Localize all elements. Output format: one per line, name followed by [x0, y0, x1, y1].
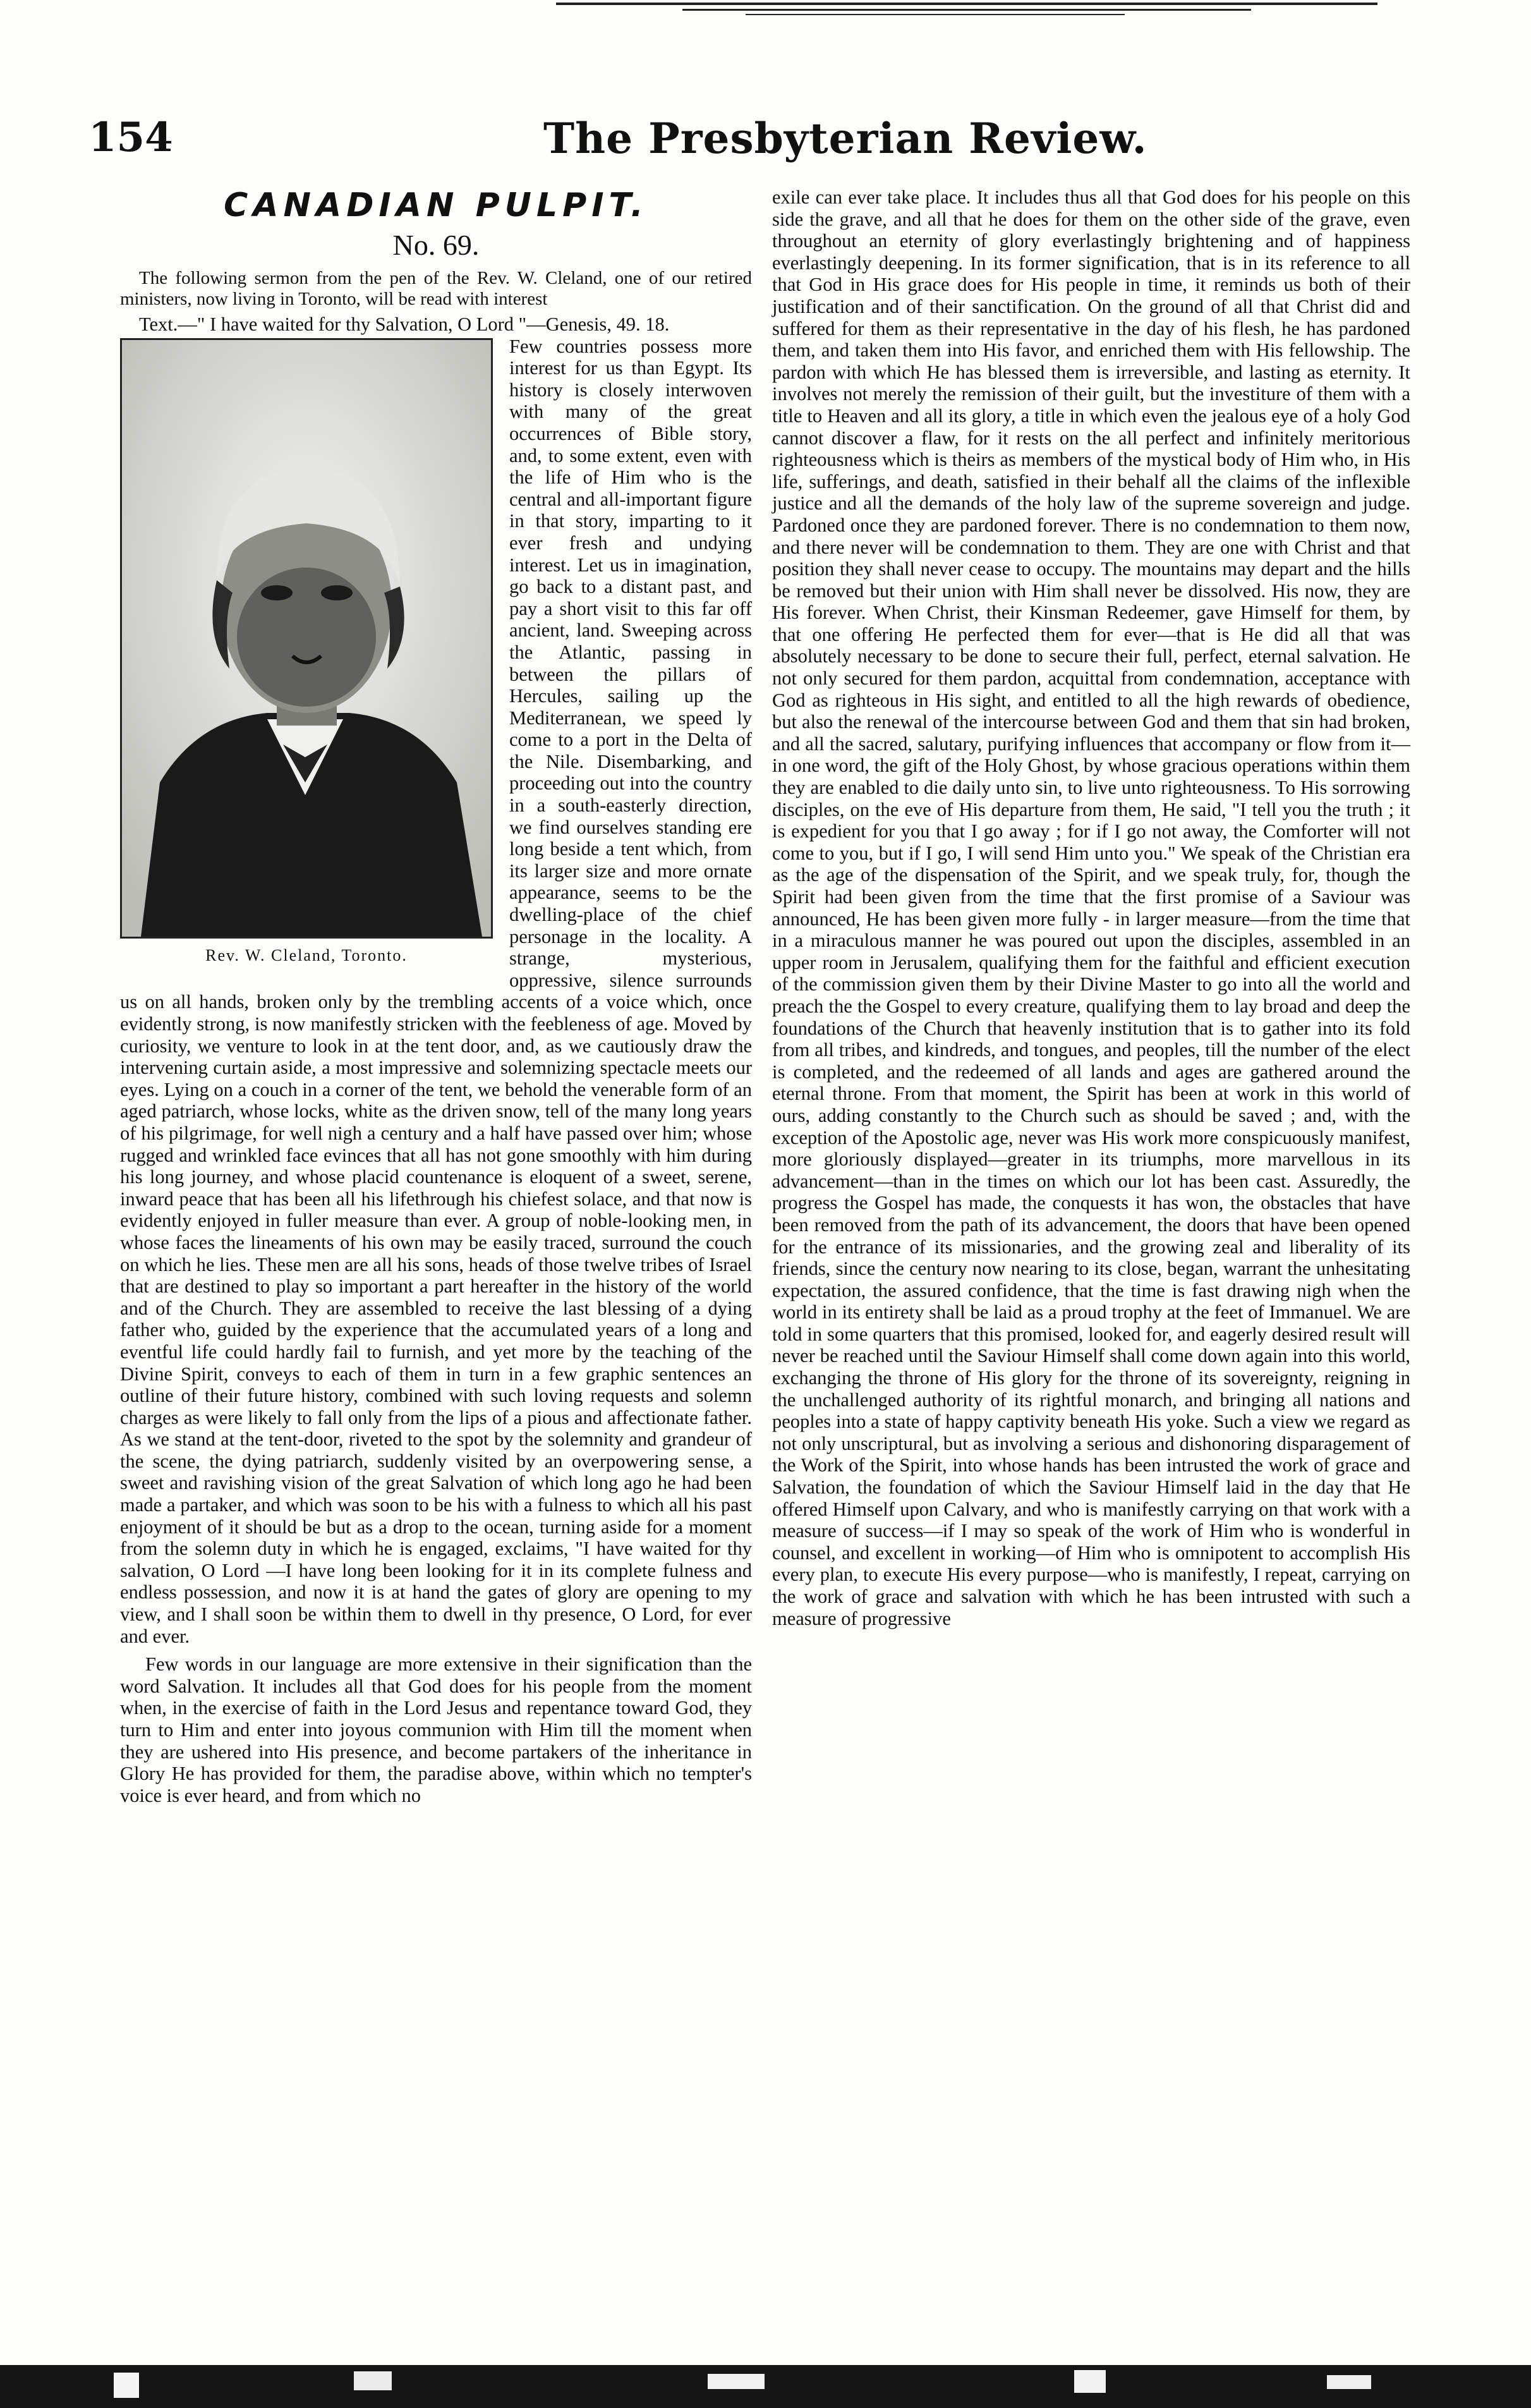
right-paragraph-1: exile can ever take place. It includes thus all that God does for his people on this side the grave, and all that he does for them on the other side of the grave, even throughout an eternity of glory everlastingly brightening and of happiness everlastingly deepening. In its former signification, that is in its reference to all that God in His grace does for His people in time, it reminds us both of their justification and of their sanctification. On the ground of all that Christ did and suffered for them as their representative in the day of his flesh, he has pardoned them, and taken them into His favor, and enriched them with His fellowship. The pardon with which He has blessed them is irreversible, and lasting as eternity. It involves not merely the remission of their guilt, but the investiture of them with a title to Heaven and all its glory, a title in which even the jealous eye of a holy God cannot discover a flaw, for it rests on the all perfect and infinitely meritorious righteousness which is theirs as members of the mystical body of Him who, in His life, sufferings, and death, satisfied in their behalf all the claims of the inflexible justice and all the demands of the holy law of the supreme sovereign and judge. Pardoned once they are pardoned forever. There is no condemnation to them now, and there never will be condemnation to them. They are one with Christ and that position they shall never cease to occupy. The mountains may depart and the hills be removed but their union with Him shall never be dissolved. His now, they are His forever. When Christ, their Kinsman Redeemer, gave Himself for them, by that one offering He perfected them for ever—that is He did all that was absolutely necessary to be done to secure their full, perfect, eternal salvation. He not only secured for them pardon, acquittal from condemnation, acceptance with God as righteous in His sight, and entitled to all the high rewards of obedience, but also the renewal of the intercourse between God and them that sin had broken, and all the sacred, salutary, purifying influences that accompany or flow from it—in one word, the gift of the Holy Ghost, by whose gracious operations within them they are enabled to die daily unto sin, to live unto righteousness. To His sorrowing disciples, on the eve of His departure from them, He said, "I tell you the truth ; it is expedient for you that I go away ; for if I go not away, the Comforter will not come to you, but if I go, I will send Him unto you." We speak of the Christian era as the age of the dispensation of the Spirit, and we speak truly, for, though the Spirit had been given from the time that the first promise of a Saviour was announced, He has been given more fully - in larger measure—from the time that in a miraculous manner he was poured out upon the disciples, assembled in an upper room in Jerusalem, qualifying them for the faithful and efficient execution of the commission given them by their Divine Master to go into all the world and preach the the Gospel to every creature, qualifying them to lay broad and deep the foundations of the Church that heavenly institution that is to gather into its fold from all tribes, and kindreds, and tongues, and peoples, till the number of the elect is completed, and the redeemed of all lands and ages are gathered around the eternal throne. From that moment, the Spirit has been at work in this world of ours, adding constantly to the Church such as should be saved ; and, with the exception of the Apostolic age, never was His work more conspicuously manifest, more gloriously displayed—greater in its triumphs, more marvellous in its advancement—than in the times on which our lot has been cast. Assuredly, the progress the Gospel has made, the conquests it has won, the obstacles that have been removed from the path of its advancement, the doors that have been opened for the entrance of its missionaries, and the growing zeal and liberality of its friends, since the century now nearing to its close, began, warrant the unhesitating expectation, the assured confidence, that the time is fast drawing nigh when the world in its entirety shall be laid as a proud trophy at the feet of Immanuel. We are told in some quarters that this promised, looked for, and eagerly desired result will never be reached until the Saviour Himself shall come down again into this world, exchanging the throne of His glory for the throne of its sovereignty, reigning in the unchallenged authority of its rightful monarch, and bringing all nations and peoples into a state of happy captivity beneath His yoke. Such a view we regard as not only unscriptural, but as involving a serious and dishonoring disparagement of the Work of the Spirit, into whose hands has been intrusted the work of grace and Salvation, the foundation of which the Saviour Himself laid in the day that He offered Himself upon Calvary, and who is manifestly carrying on that work with a measure of success—if I may so speak of the work of Him who is wonderful in counsel, and excellent in working—of Him who is omnipotent to accomplish His every plan, to execute His every purpose—who is manifestly, I repeat, carrying on the work of grace and salvation with which he has been intrusted with such a measure of progressive — [772, 186, 1410, 1629]
scan-artifact-top — [480, 0, 1466, 21]
portrait-drawing — [122, 340, 491, 937]
portrait-figure — [120, 338, 493, 983]
page-header — [88, 114, 1403, 171]
section-title: CANADIAN PULPIT. — [224, 186, 648, 224]
scan-artifact-bottom — [0, 2352, 1531, 2408]
sermon-number: No. 69. — [392, 229, 480, 261]
left-column — [120, 186, 752, 2342]
text-reference: Text.—" I have waited for thy Salvation, O Lord "—Genesis, 49. 18. — [139, 313, 670, 335]
portrait-image — [120, 338, 493, 939]
left-paragraph-1: Few countries possess more interest for us than Egypt. Its history is closely interwoven with many of the great occurrences of Bible story, and, to some extent, even with the life of Him who is the central and all-important figure in that story, imparting to it ever fresh and undying interest. Let us in imagination, go back to a distant past, and pay a short visit to this far off ancient, land. Sweeping across the Atlantic, passing in between the pillars of Hercules, sailing up the Mediterranean, we speed ly come to a port in the Delta of the Nile. Disembarking, and proceeding out into the country in a south-easterly direction, we find ourselves standing ere long beside a tent which, from its larger size and more ornate appearance, seems to be the dwelling-place of the chief personage in the locality. A strange, mysterious, oppressive, silence surrounds us on all hands, broken only by the trembling accents of a voice which, once evidently strong, is now manifestly stricken with the feebleness of age. Moved by curiosity, we venture to look in at the tent door, and, as we cautiously draw the intervening curtain aside, a most impressive and solemnizing spectacle meets our eyes. Lying on a couch in a corner of the tent, we behold the venerable form of an aged patriarch, whose locks, white as the driven snow, tell of the many long years of his pilgrimage, for well nigh a century and a half have passed over him; whose rugged and wrinkled face evinces that all has not gone smoothly with him during his long journey, and whose placid countenance is eloquent of a sweet, serene, inward peace that has been all his lifethrough his chiefest solace, and that now is evidently enjoyed in fuller measure than ever. A group of noble-looking men, in whose faces the lineaments of his own may be easily traced, surround the couch on which he lies. These men are all his sons, heads of those twelve tribes of Israel that are destined to play so important a part hereafter in the history of the world and of the Church. They are assembled to receive the last blessing of a dying father who, guided by the experience that the accumulated years of a long and eventful life could hardly fail to furnish, and yet more by the teaching of the Divine Spirit, conveys to each of them in turn in a few graphic sentences an outline of their future history, combined with such loving requests and solemn charges as were likely to fall only from the lips of a pious and affectionate father. As we stand at the tent-door, riveted to the spot by the solemnity and grandeur of the scene, the dying patriarch, suddenly visited by an overpowering sense, a sweet and ravishing vision of the great Salvation of which long ago he had been made a partaker, and which was soon to be his with a fulness to which all his past enjoyment of it should be but as a drop to the ocean, turning aside for a moment from the solemn duty in which he is engaged, exclaims, "I have waited for thy salvation, O Lord —I have long been looking for it in its complete fulness and endless possession, and now it is at hand the gates of glory are opening to my view, and I shall soon be within them to dwell in thy presence, O Lord, for ever and ever. — [120, 335, 752, 1647]
journal-title: The Presbyterian Review. — [543, 114, 1147, 163]
page-number: 154 — [88, 114, 173, 161]
left-paragraph-2: Few words in our language are more extensive in their signification than the word Salvation. It includes all that God does for his people from the moment when, in the exercise of faith in the Lord Jesus and repentance toward God, they turn to Him and enter into joyous communion with Him till the moment when they are ushered into His presence, and become partakers of the inheritance in Glory He has provided for them, the paradise above, within which no tempter's voice is ever heard, and from which no — [120, 1653, 752, 1806]
intro-note: The following sermon from the pen of the Rev. W. Cleland, one of our retired ministers, now living in Toronto, will be read with interest — [120, 268, 752, 309]
portrait-caption: Rev. W. Cleland, Toronto. — [205, 946, 408, 964]
right-column — [772, 186, 1410, 2342]
